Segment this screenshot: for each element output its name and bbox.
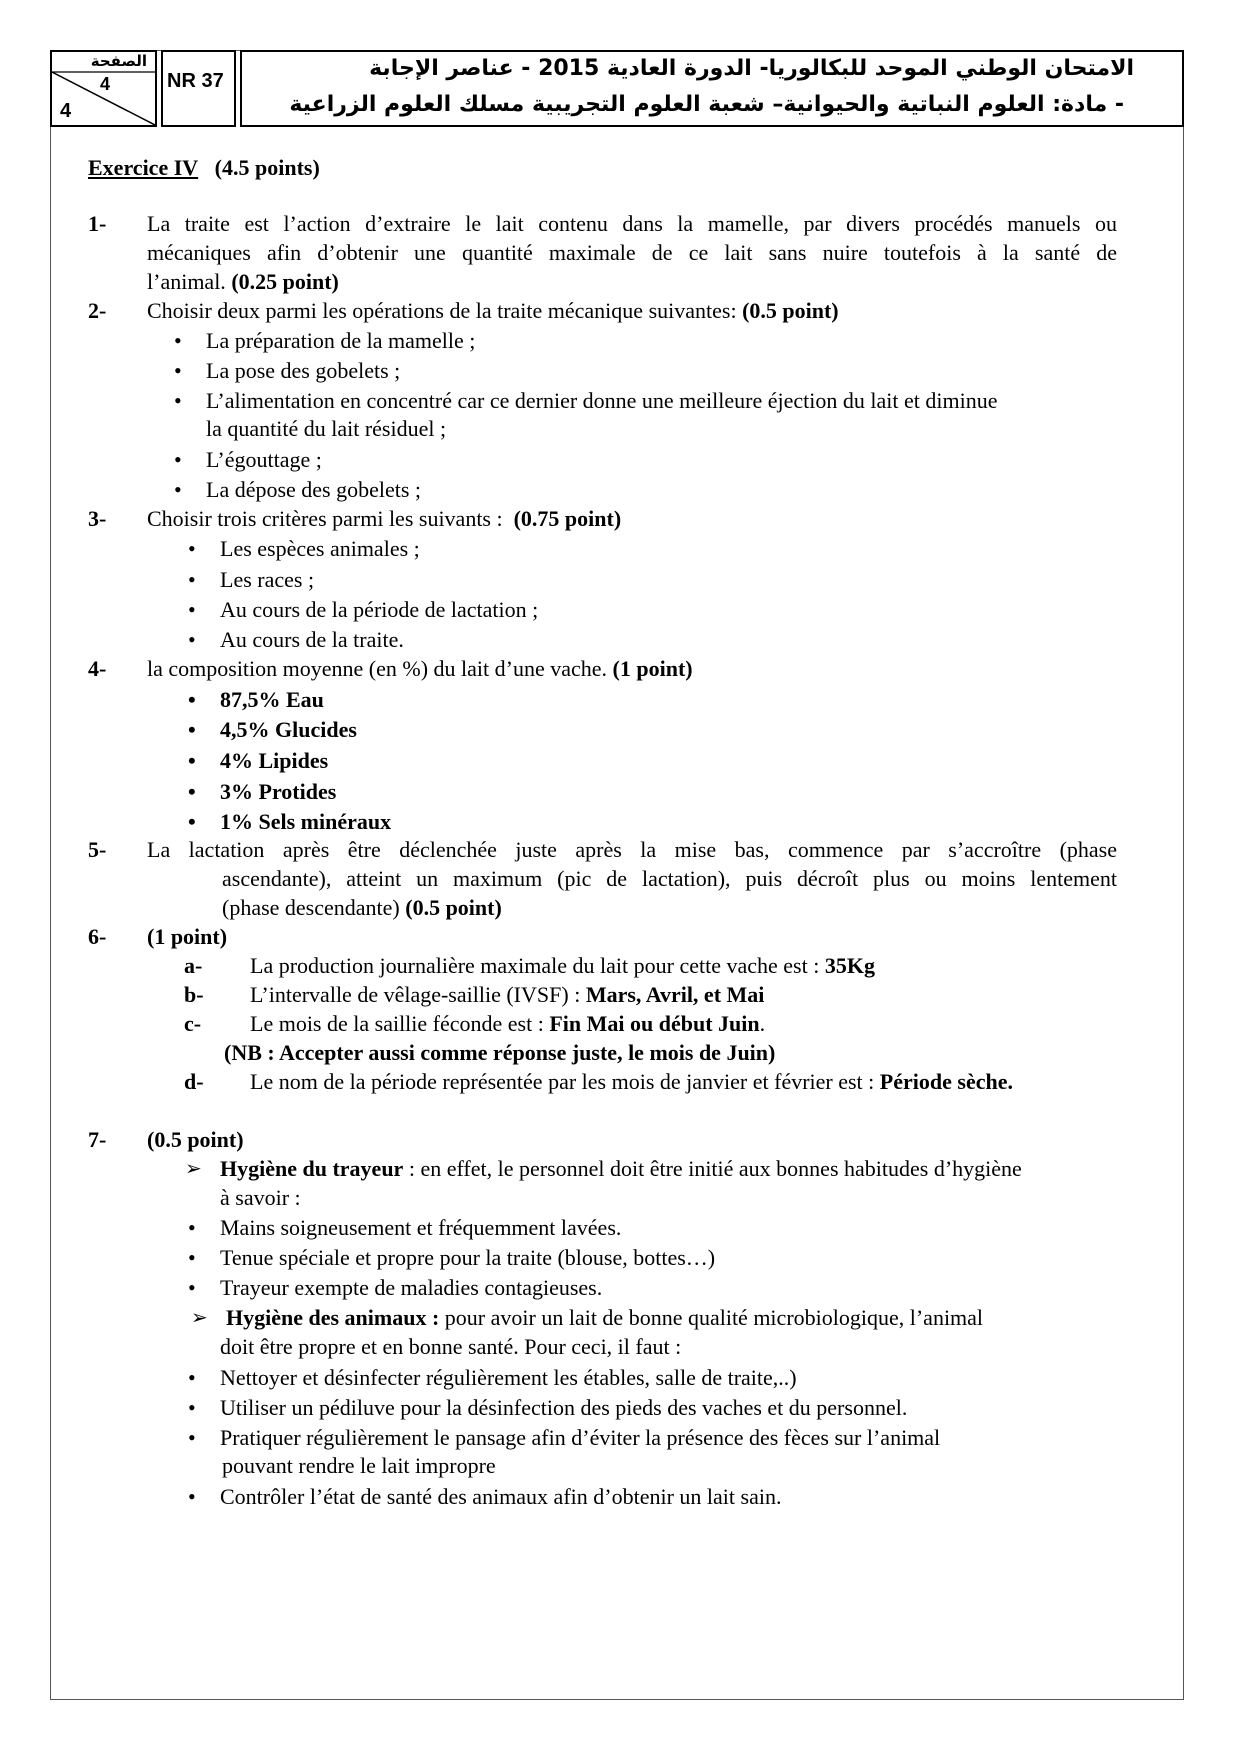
q3-text: Choisir trois critères parmi les suivants : (147, 506, 503, 531)
q6c-label: c- (184, 1011, 202, 1036)
q2-item-continued: la quantité du lait résiduel ; (206, 416, 447, 441)
q2-item: • La pose des gobelets ; (206, 357, 400, 385)
exam-code: NR 37 (167, 70, 224, 92)
q6d-text: Le nom de la période représentée par les mois de janvier et février est : (250, 1069, 875, 1094)
q7-trayeur-item: • Mains soigneusement et fréquemment lavées. (220, 1214, 621, 1242)
title-box (240, 50, 1184, 127)
page-label: الصفحة (90, 52, 147, 70)
q7-trayeur-text2: à savoir : (220, 1185, 301, 1210)
q2-number: 2- (88, 298, 107, 323)
q2-item: • L’égouttage ; (206, 446, 322, 474)
q5-line1: La lactation après être déclenchée juste après la mise bas, commence par s’accroître (phase (147, 837, 1117, 862)
q7-trayeur-title: Hygiène du trayeur (220, 1156, 404, 1181)
q4-points: (1 point) (612, 656, 693, 681)
q3-item: • Au cours de la traite. (220, 626, 404, 654)
q4-item: • 1% Sels minéraux (220, 808, 391, 836)
q7-trayeur-text: : en effet, le personnel doit être initié aux bonnes habitudes d’hygiène (408, 1156, 1022, 1181)
q7-trayeur-heading (220, 1155, 1022, 1183)
q6b-line (250, 981, 764, 1009)
q2-item: • L’alimentation en concentré car ce dernier donne une meilleure éjection du lait et diminue (206, 387, 997, 415)
page-number: 4 (100, 74, 111, 94)
q1-line2: mécaniques afin d’obtenir une quantité maximale de ce lait sans nuire toutefois à la santé de (147, 240, 1117, 265)
q1-line1: La traite est l’action d’extraire le lait contenu dans la mamelle, par divers procédés manuels ou (147, 211, 1117, 236)
q6a-answer: 35Kg (824, 953, 875, 978)
q6c-answer: Fin Mai ou début Juin (549, 1011, 760, 1036)
q2-item: • La préparation de la mamelle ; (206, 327, 475, 355)
q3-item: • Les races ; (220, 566, 314, 594)
q4-item: • 4% Lipides (220, 747, 328, 775)
exercise-points: (4.5 points) (214, 155, 320, 180)
page-number-box (50, 50, 157, 127)
q6-number: 6- (88, 924, 107, 949)
q1-line3 (147, 268, 339, 296)
q5-line3 (222, 894, 502, 922)
q3-item: • Au cours de la période de lactation ; (220, 596, 538, 624)
q4-item: • 4,5% Glucides (220, 716, 357, 744)
q7-number: 7- (88, 1127, 107, 1152)
q6d-answer: Période sèche. (879, 1069, 1013, 1094)
q6d-label: d- (184, 1069, 204, 1094)
q6a-line (250, 952, 875, 980)
q4-number: 4- (88, 656, 107, 681)
exercise-title: Exercice IV (88, 155, 199, 180)
q4-question (147, 655, 693, 683)
q5-number: 5- (88, 837, 107, 862)
q6b-answer: Mars, Avril, et Mai (585, 982, 765, 1007)
q7-animaux-text: pour avoir un lait de bonne qualité microbiologique, l’animal (444, 1305, 984, 1330)
q6b-label: b- (184, 982, 204, 1007)
page-total: 4 (60, 100, 72, 122)
q7-animaux-item: • Contrôler l’état de santé des animaux afin d’obtenir un lait sain. (220, 1483, 781, 1511)
q5-points: (0.5 point) (405, 895, 502, 920)
q2-item: • La dépose des gobelets ; (206, 476, 421, 504)
q7-animaux-item: • Nettoyer et désinfecter régulièrement les étables, salle de traite,..) (220, 1364, 797, 1392)
q6a-text: La production journalière maximale du lait pour cette vache est : (250, 953, 820, 978)
q2-question (147, 297, 839, 325)
q3-item: • Les espèces animales ; (220, 535, 420, 563)
q4-item: • 3% Protides (220, 778, 336, 806)
q1-line3-text: l’animal. (147, 269, 226, 294)
exam-code-box (161, 50, 236, 127)
q5-line2: ascendante), atteint un maximum (pic de lactation), puis décroît plus ou moins lentement (222, 866, 1117, 891)
exercise-heading (88, 154, 320, 182)
q6c-end: . (759, 1011, 766, 1036)
q7-animaux-text2: doit être propre et en bonne santé. Pour ceci, il faut : (220, 1334, 682, 1359)
q4-item: • 87,5% Eau (220, 686, 324, 714)
q7-animaux-item: • Pratiquer régulièrement le pansage afin d’éviter la présence des fèces sur l’animal (220, 1424, 940, 1452)
q1-points: (0.25 point) (231, 269, 339, 294)
q5-line3-text: (phase descendante) (222, 895, 400, 920)
q6d-line (250, 1068, 1013, 1096)
q6-points: (1 point) (147, 924, 228, 949)
q6b-text: L’intervalle de vêlage-saillie (IVSF) : (250, 982, 581, 1007)
q4-text: la composition moyenne (en %) du lait d’une vache. (147, 656, 608, 681)
q1-number: 1- (88, 211, 107, 236)
q7-trayeur-item: • Tenue spéciale et propre pour la traite (blouse, bottes…) (220, 1244, 715, 1272)
q6a-label: a- (184, 953, 203, 978)
q2-text: Choisir deux parmi les opérations de la traite mécanique suivantes: (147, 298, 737, 323)
q7-points: (0.5 point) (147, 1127, 244, 1152)
q7-animaux-item-continued: pouvant rendre le lait impropre (222, 1453, 496, 1478)
q3-points: (0.75 point) (513, 506, 622, 531)
q7-animaux-title: Hygiène des animaux : (226, 1305, 440, 1330)
q7-animaux-item: • Utiliser un pédiluve pour la désinfection des pieds des vaches et du personnel. (220, 1394, 907, 1422)
exam-title: الامتحان الوطني الموحد للبكالوريا- الدورة العادية 2015 - عناصر الإجابة (369, 56, 1134, 81)
q3-number: 3- (88, 506, 107, 531)
q7-animaux-heading (226, 1304, 983, 1332)
q7-trayeur-item: • Trayeur exempte de maladies contagieuses. (220, 1274, 602, 1302)
q6c-line (250, 1010, 765, 1038)
q2-points: (0.5 point) (742, 298, 839, 323)
q6-nb: (NB : Accepter aussi comme réponse juste, le mois de Juin) (224, 1040, 776, 1065)
subject-title: - مادة: العلوم النباتية والحيوانية– شعبة العلوم التجريبية مسلك العلوم الزراعية (289, 92, 1124, 117)
q6c-text: Le mois de la saillie féconde est : (250, 1011, 544, 1036)
q3-question (147, 505, 621, 533)
